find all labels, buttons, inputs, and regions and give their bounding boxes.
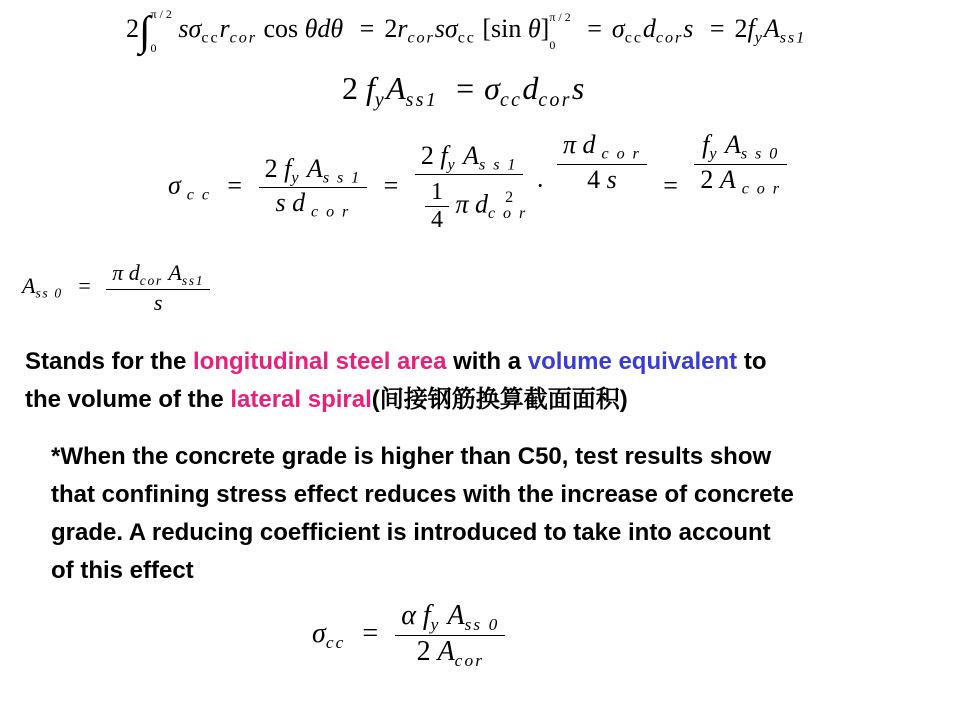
equation-sigma-cc: σ $_{c c}$ = $\frac{2 f_y A_{s s 1}}{s d _{c o r}}$ = 2 $f_y$ $A_{s s 1}$ $\frac{1}{4}$ π $d_{c o r}^2$ · $\frac{\pi d _{c o r}}{4 s}$ = $\frac{f_y A_{s s 0}}{2 A _{c o r}}$ <box>168 130 787 234</box>
definition-line-2: the volume of the lateral spiral(间接钢筋换算截面面积) <box>25 386 628 413</box>
integral-limits: π / 2 0 <box>150 7 172 56</box>
fraction-ass0: $\frac{\pi d_{cor} A_{ss1}}{s}$ <box>106 260 210 316</box>
definition-line-1: Stands for the longitudinal steel area with a volume equivalent to <box>25 348 767 375</box>
note-paragraph <box>51 438 951 590</box>
fraction-reduced: $\frac{\alpha f_y A_{ss 0}}{2 A_{cor}}$ <box>395 600 505 671</box>
note-line-1: *When the concrete grade is higher than C50, test results show <box>51 443 772 470</box>
equation-integral: 2∫ π / 2 0 $s\sigma_{cc}r_{cor}$ $\cos \theta d\theta = 2r_{cor}s\sigma_{cc}$ [sin θ] π / 2 0 = $\sigma_{cc}d_{cor}s = 2f_yA_{ss1}$ <box>126 7 807 56</box>
fraction-2: 2 $f_y$ $A_{s s 1}$ $\frac{1}{4}$ π $d_{c o r}^2$ <box>415 141 524 235</box>
integral-sign: ∫ <box>139 9 151 55</box>
equation-ass0: $A_{ss 0}$ = $\frac{\pi d_{cor} A_{ss1}}{s}$ <box>22 260 210 316</box>
note-line-4: of this effect <box>51 557 194 584</box>
equation-force-balance: 2 $f_yA_{ss1} = \sigma_{cc}d_{cor}s$ <box>342 70 585 111</box>
fraction-1: $\frac{2 f_y A_{s s 1}}{s d _{c o r}}$ <box>259 154 368 222</box>
definition-paragraph <box>25 343 945 419</box>
eval-limits: π / 2 0 <box>549 10 571 53</box>
fraction-4: $\frac{f_y A_{s s 0}}{2 A _{c o r}}$ <box>694 130 787 198</box>
equation-reduced-sigma-cc: $\sigma_{cc}$ = $\frac{\alpha f_y A_{ss 0}}{2 A_{cor}}$ <box>312 600 505 671</box>
fraction-3: $\frac{\pi d _{c o r}}{4 s}$ <box>557 130 647 195</box>
note-line-3: grade. A reducing coefficient is introduced to take into account <box>51 519 771 546</box>
note-line-2: that confining stress effect reduces with the increase of concrete <box>51 481 794 508</box>
